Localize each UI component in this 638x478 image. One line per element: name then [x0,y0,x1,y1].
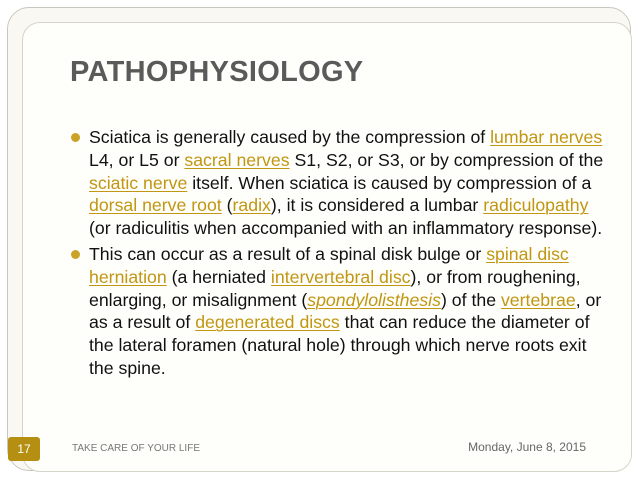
text-segment: itself. When sciatica is caused by compression of a [187,172,592,193]
footer-left-text: TAKE CARE OF YOUR LIFE [72,443,200,454]
text-segment: L4, or L5 or [89,149,185,170]
bullet-dot-icon [71,133,80,142]
footer-date: Monday, June 8, 2015 [468,440,586,454]
bullet-dot-icon [71,250,80,259]
link[interactable]: radix [232,195,271,216]
slide-number-badge: 17 [8,437,40,461]
link[interactable]: dorsal nerve root [89,195,222,216]
text-segment: that can reduce the diameter of the lateral foramen (natural hole) through which nerve roots exit the spine. [89,312,590,378]
text-segment: (or radiculitis when accompanied with an inflammatory response). [89,218,603,239]
link[interactable]: intervertebral disc [270,266,411,287]
text-segment: ( [221,195,233,216]
text-segment: This can occur as a result of a spinal disk bulge or [89,243,487,264]
bullet-text [89,127,603,238]
link[interactable]: vertebrae [500,289,576,310]
text-segment: Sciatica is generally caused by the compression of [89,127,491,147]
link[interactable]: lumbar nerves [490,127,603,147]
link[interactable]: degenerated discs [195,312,340,333]
slide-title: PATHOPHYSIOLOGY [70,56,364,88]
text-segment: ) of the [440,289,501,310]
link[interactable]: spinal disc herniation [89,243,569,287]
slide-content [70,126,610,383]
link[interactable]: sacral nerves [184,149,290,170]
text-segment: , or as a result of [89,289,602,333]
text-segment: (a herniated [166,266,271,287]
bullet-text [89,244,601,378]
text-segment: ), or from roughening, enlarging, or misalignment ( [89,266,581,310]
link[interactable]: radiculopathy [483,195,589,216]
text-segment: S1, S2, or S3, or by compression of the [289,149,604,170]
text-segment: ), it is considered a lumbar [270,195,484,216]
bullet-item [70,243,610,380]
link[interactable]: spondylolisthesis [307,289,441,310]
link[interactable]: sciatic nerve [89,172,188,193]
bullet-item [70,126,610,240]
